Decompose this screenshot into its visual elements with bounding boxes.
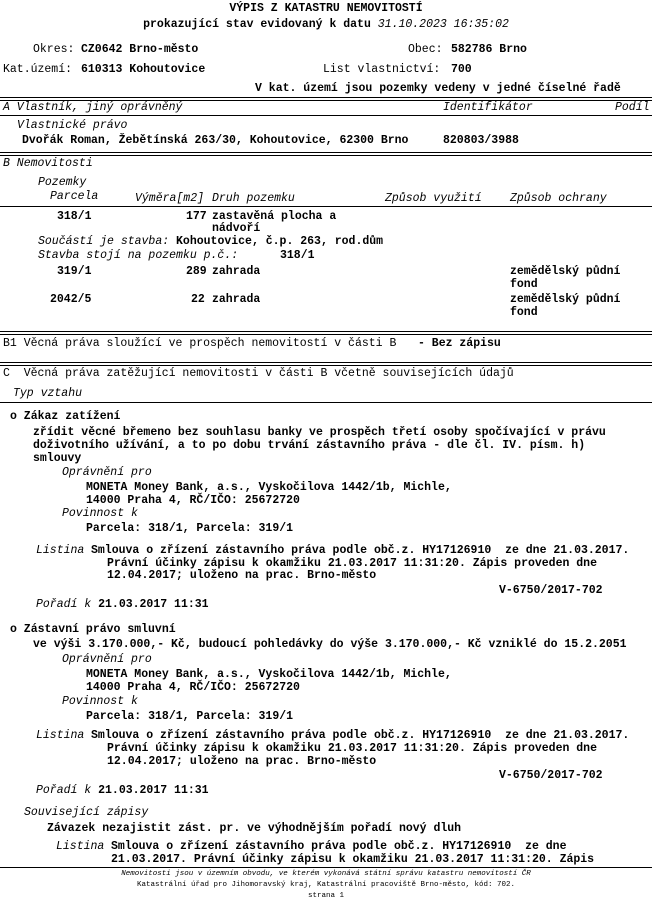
- col-vymera: Výměra[m2]: [135, 192, 205, 205]
- section-divider: [0, 331, 652, 335]
- listina-text: 12.04.2017; uloženo na prac. Brno-město: [107, 755, 377, 768]
- soucast-label: Součástí je stavba:: [38, 235, 170, 248]
- povinnost-value: Parcela: 318/1, Parcela: 319/1: [86, 522, 294, 535]
- parcel-area: 177: [186, 210, 207, 223]
- footer-line: Katastrální úřad pro Jihomoravský kraj, Katastrální pracoviště Brno-město, kód: 702.: [136, 881, 516, 889]
- right-type: Vlastnické právo: [17, 119, 128, 132]
- parcel-type-cont: nádvoří: [212, 222, 261, 235]
- footer-line: Nemovitosti jsou v územním obvodu, ve kterém vykonává státní správu katastru nemovitostí ČR: [121, 870, 531, 878]
- section-b-title: B Nemovitosti: [3, 157, 93, 170]
- parcel-type: zahrada: [212, 265, 261, 278]
- listina-text: 21.03.2017. Právní účinky zápisu k okamžiku 21.03.2017 11:31:20. Zápis: [111, 853, 595, 866]
- listina-label: Listina: [36, 729, 85, 742]
- opravneni-value-cont: 14000 Praha 4, RČ/IČO: 25672720: [86, 494, 300, 507]
- footer-divider: [0, 867, 652, 868]
- parcel-number: 318/1: [57, 210, 92, 223]
- obec-value: 582786 Brno: [451, 43, 527, 56]
- section-c-title: C Věcná práva zatěžující nemovitosti v části B včetně souvisejících údajů: [3, 367, 514, 380]
- listina-text: Smlouva o zřízení zástavního práva podle obč.z. HY17126910 ze dne 21.03.2017.: [91, 544, 630, 557]
- opravneni-value-cont: 14000 Praha 4, RČ/IČO: 25672720: [86, 681, 300, 694]
- entry-text: smlouvy: [33, 452, 82, 465]
- opravneni-label: Oprávnění pro: [62, 653, 152, 666]
- parcel-area: 22: [191, 293, 205, 306]
- owner-name: Dvořák Roman, Žebětínská 263/30, Kohoutovice, 62300 Brno: [22, 134, 409, 147]
- parcel-type: zastavěná plocha a: [212, 210, 337, 223]
- subtitle-prefix: prokazující stav evidovaný k datu: [143, 18, 371, 31]
- page-subtitle: [0, 18, 652, 32]
- entry-reference: V-6750/2017-702: [499, 769, 603, 782]
- katuzemi-note: V kat. území jsou pozemky vedeny v jedné číselné řadě: [255, 82, 621, 95]
- parcel-number: 319/1: [57, 265, 92, 278]
- parcel-type: zahrada: [212, 293, 261, 306]
- opravneni-value: MONETA Money Bank, a.s., Vyskočilova 1442/1b, Michle,: [86, 481, 452, 494]
- okres-label: Okres:: [33, 43, 75, 56]
- lv-value: 700: [451, 63, 472, 76]
- entry-reference: V-6750/2017-702: [499, 584, 603, 597]
- page-number: strana 1: [307, 892, 344, 900]
- povinnost-value: Parcela: 318/1, Parcela: 319/1: [86, 710, 294, 723]
- poradi-label: Pořadí k: [36, 598, 92, 611]
- entry-title: o Zástavní právo smluvní: [10, 623, 176, 636]
- parcel-area: 289: [186, 265, 207, 278]
- pozemky-heading: Pozemky: [38, 176, 87, 189]
- souvisejici-text: Závazek nezajistit zást. pr. ve výhodnějším pořadí nový dluh: [47, 822, 462, 835]
- listina-label: Listina: [56, 840, 105, 853]
- parcel-protection-cont: fond: [510, 306, 538, 319]
- katuzemi-label: Kat.území:: [3, 63, 73, 76]
- subtitle-date: 31.10.2023 16:35:02: [377, 18, 509, 31]
- lv-label: List vlastnictví:: [323, 63, 441, 76]
- section-b1-status: - Bez zápisu: [418, 337, 501, 350]
- parcel-protection: zemědělský půdní: [510, 293, 621, 306]
- col-ochrana: Způsob ochrany: [510, 192, 607, 205]
- section-divider: [0, 362, 652, 366]
- col-vyuziti: Způsob využití: [385, 192, 482, 205]
- listina-text: Právní účinky zápisu k okamžiku 21.03.2017 11:31:20. Zápis proveden dne: [107, 742, 597, 755]
- stavba-value: 318/1: [280, 249, 315, 262]
- entry-text: ve výši 3.170.000,- Kč, budoucí pohledávky do výše 3.170.000,- Kč vzniklé do 15.2.2051: [33, 638, 627, 651]
- typ-vztahu-heading: Typ vztahu: [13, 387, 83, 400]
- parcel-protection-cont: fond: [510, 278, 538, 291]
- poradi-value: 21.03.2017 11:31: [98, 784, 209, 797]
- stavba-label: Stavba stojí na pozemku p.č.:: [38, 249, 239, 262]
- col-parcela: Parcela: [50, 190, 99, 203]
- section-b1-title: B1 Věcná práva sloužící ve prospěch nemovitostí v části B: [3, 337, 397, 350]
- soucast-value: Kohoutovice, č.p. 263, rod.dům: [176, 235, 384, 248]
- listina-text: Smlouva o zřízení zástavního práva podle obč.z. HY17126910 ze dne: [111, 840, 567, 853]
- poradi-value: 21.03.2017 11:31: [98, 598, 209, 611]
- povinnost-label: Povinnost k: [62, 695, 138, 708]
- obec-label: Obec:: [408, 43, 443, 56]
- section-divider: [0, 152, 652, 156]
- katuzemi-value: 610313 Kohoutovice: [81, 63, 206, 76]
- page-title: VÝPIS Z KATASTRU NEMOVITOSTÍ: [229, 2, 423, 15]
- parcel-protection: zemědělský půdní: [510, 265, 621, 278]
- col-podil: Podíl: [615, 101, 650, 114]
- souvisejici-label: Související zápisy: [24, 806, 149, 819]
- povinnost-label: Povinnost k: [62, 507, 138, 520]
- header-divider: [0, 115, 652, 116]
- entry-title: o Zákaz zatížení: [10, 410, 121, 423]
- entry-text: zřídit věcné břemeno bez souhlasu banky ve prospěch třetí osoby spočívající v právu: [33, 426, 606, 439]
- opravneni-label: Oprávnění pro: [62, 466, 152, 479]
- owner-identifier: 820803/3988: [443, 134, 519, 147]
- okres-value: CZ0642 Brno-město: [81, 43, 199, 56]
- header-divider: [0, 402, 652, 403]
- header-divider: [0, 206, 652, 207]
- listina-label: Listina: [36, 544, 85, 557]
- listina-text: Právní účinky zápisu k okamžiku 21.03.2017 11:31:20. Zápis proveden dne: [107, 557, 597, 570]
- listina-text: 12.04.2017; uloženo na prac. Brno-město: [107, 569, 377, 582]
- poradi-label: Pořadí k: [36, 784, 92, 797]
- section-a-title: A Vlastník, jiný oprávněný: [3, 101, 183, 114]
- opravneni-value: MONETA Money Bank, a.s., Vyskočilova 1442/1b, Michle,: [86, 668, 452, 681]
- col-druh: Druh pozemku: [212, 192, 295, 205]
- listina-text: Smlouva o zřízení zástavního práva podle obč.z. HY17126910 ze dne 21.03.2017.: [91, 729, 630, 742]
- col-identifikator: Identifikátor: [443, 101, 533, 114]
- parcel-number: 2042/5: [50, 293, 92, 306]
- entry-text: doživotního užívání, a to po dobu trvání zástavního práva - dle čl. IV. písm. h): [33, 439, 586, 452]
